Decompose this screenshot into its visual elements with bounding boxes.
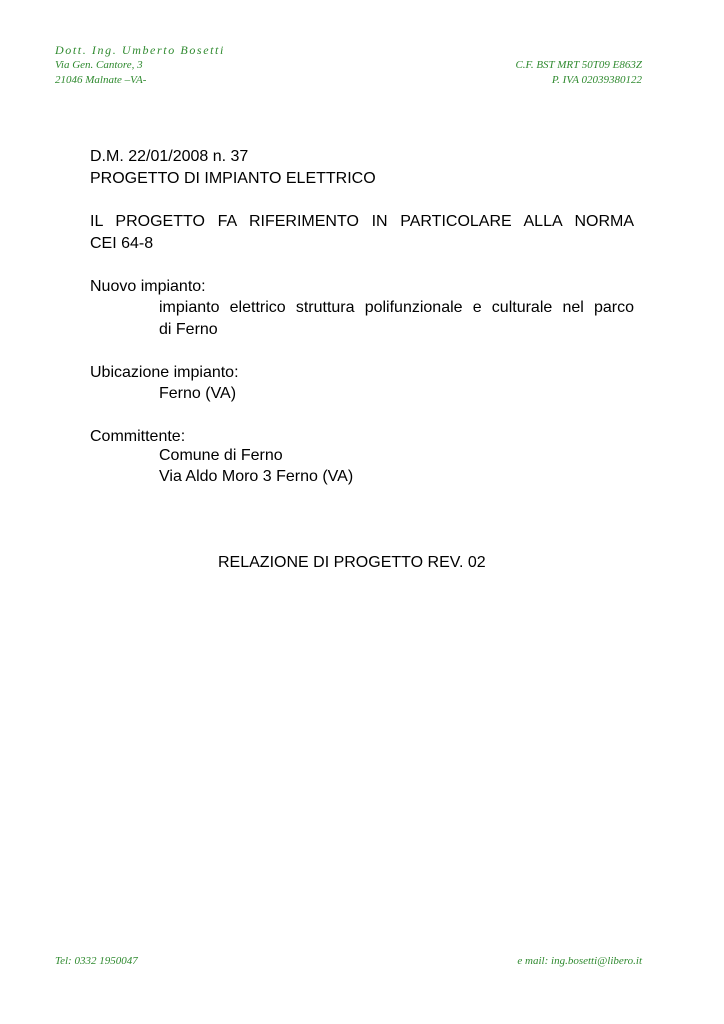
new-plant-description-line-2: di Ferno [159,321,218,338]
project-title: PROGETTO DI IMPIANTO ELETTRICO [90,170,376,187]
norm-reference-line-2: CEI 64-8 [90,235,154,252]
decree-reference: D.M. 22/01/2008 n. 37 [90,148,249,165]
fiscal-code: C.F. BST MRT 50T09 E863Z [515,59,642,71]
client-address: Via Aldo Moro 3 Ferno (VA) [159,468,354,485]
new-plant-label: Nuovo impianto: [90,278,206,295]
client-name: Comune di Ferno [159,447,283,464]
engineer-name: Dott. Ing. Umberto Bosetti [55,43,225,57]
location-value: Ferno (VA) [159,385,237,402]
address-line-1: Via Gen. Cantore, 3 [55,59,143,71]
footer-email[interactable]: e mail: ing.bosetti@libero.it [517,955,642,967]
footer-phone: Tel: 0332 1950047 [55,955,138,967]
vat-number: P. IVA 02039380122 [551,74,642,86]
norm-reference-line-1: IL PROGETTO FA RIFERIMENTO IN PARTICOLARE ALLA NORMA [90,213,634,230]
location-label: Ubicazione impianto: [90,364,239,381]
report-title: RELAZIONE DI PROGETTO REV. 02 [218,554,486,571]
client-label: Committente: [90,428,186,445]
address-line-2: 21046 Malnate –VA- [55,74,147,86]
new-plant-description-line-1: impianto elettrico struttura polifunzionale e culturale nel parco [159,299,634,316]
